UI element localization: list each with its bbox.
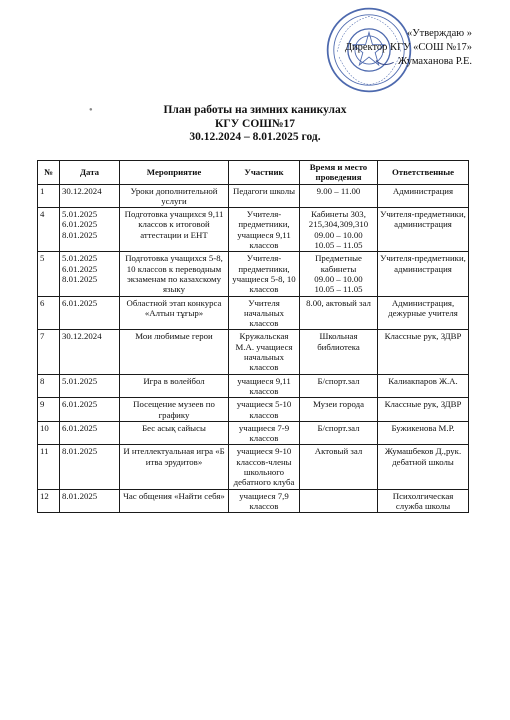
table-header-row [38,161,469,185]
cell-place: Б/спорт.зал [300,421,378,445]
cell-event: Час общения «Найти себя» [120,489,229,513]
cell-participant: учащиеся 9-10 классов-члены школьного дебатного клуба [229,445,300,489]
cell-date: 8.01.2025 [60,445,120,489]
dot-mark: ● [89,107,93,113]
cell-responsible: Учителя-предметники, администрация [378,252,469,296]
cell-event: И нтеллектуальная игра «Б итва эрудитов» [120,445,229,489]
cell-num: 9 [38,398,60,422]
header-event: Мероприятие [120,161,229,185]
cell-event: Подготовка учащихся 5-8, 10 классов к переводным экзаменам по казахскому языку [120,252,229,296]
cell-num: 1 [38,184,60,208]
title-line-2: КГУ СОШ№17 [215,117,295,130]
cell-date: 6.01.2025 [60,296,120,330]
header-responsible: Ответственные [378,161,469,185]
cell-responsible: Классные рук, ЗДВР [378,330,469,374]
cell-date: 6.01.2025 [60,421,120,445]
cell-date: 5.01.2025 [60,374,120,398]
cell-date: 5.01.2025 6.01.2025 8.01.2025 [60,252,120,296]
cell-participant: Учителя начальных классов [229,296,300,330]
cell-responsible: Учителя-предметники, администрация [378,208,469,252]
cell-event: Бес асық сайысы [120,421,229,445]
cell-place [300,489,378,513]
cell-place: Актовый зал [300,445,378,489]
table-row [38,184,469,208]
cell-place: 9.00 – 11.00 [300,184,378,208]
cell-participant: Кружальская М.А. учащиеся начальных классов [229,330,300,374]
cell-participant: учащиеся 7,9 классов [229,489,300,513]
cell-num: 8 [38,374,60,398]
cell-date: 6.01.2025 [60,398,120,422]
title-line-3: 30.12.2024 – 8.01.2025 год. [189,131,321,143]
table-row [38,330,469,374]
cell-participant: учащиеся 7-9 классов [229,421,300,445]
cell-date: 30.12.2024 [60,184,120,208]
table-row [38,252,469,296]
cell-responsible: Классные рук, ЗДВР [378,398,469,422]
approval-line-2: Директор КГУ «СОШ №17» [344,42,472,53]
cell-place: Школьная библиотека [300,330,378,374]
cell-place: Предметные кабинеты 09.00 – 10.00 10.05 – 11.05 [300,252,378,296]
cell-event: Областной этап конкурса «Алтын тұғыр» [120,296,229,330]
cell-num: 12 [38,489,60,513]
cell-participant: Учителя-предметники, учащиеся 5-8, 10 классов [229,252,300,296]
cell-place: Б/спорт.зал [300,374,378,398]
header-participant: Участник [229,161,300,185]
cell-responsible: Калиакпаров Ж.А. [378,374,469,398]
cell-place: 8.00, актовый зал [300,296,378,330]
cell-num: 6 [38,296,60,330]
cell-participant: Педагоги школы [229,184,300,208]
approval-block [272,27,472,69]
cell-event: Подготовка учащихся 9,11 классов к итоговой аттестации и ЕНТ [120,208,229,252]
cell-num: 4 [38,208,60,252]
table-row [38,296,469,330]
header-place: Время и место проведения [300,161,378,185]
cell-place: Музеи города [300,398,378,422]
document-title [0,104,510,145]
table-row [38,398,469,422]
cell-responsible: Бужикенова М.Р. [378,421,469,445]
approval-line-3: Жумаханова Р.Е. [397,56,472,67]
cell-participant: Учителя-предметники, учащиеся 9,11 классов [229,208,300,252]
table-row [38,445,469,489]
cell-responsible: Жумашбеков Д.,рук. дебатной школы [378,445,469,489]
cell-event: Уроки дополнительной услуги [120,184,229,208]
cell-participant: учащиеся 9,11 классов [229,374,300,398]
plan-table [37,160,469,513]
cell-participant: учащиеся 5-10 классов [229,398,300,422]
cell-date: 30.12.2024 [60,330,120,374]
approval-line-1: «Утверждаю » [406,28,472,39]
cell-responsible: Администрация [378,184,469,208]
title-line-1: План работы на зимних каникулах [163,104,347,116]
cell-num: 5 [38,252,60,296]
cell-event: Мои любимые герои [120,330,229,374]
cell-date: 5.01.2025 6.01.2025 8.01.2025 [60,208,120,252]
header-date: Дата [60,161,120,185]
table-row [38,208,469,252]
cell-place: Кабинеты 303, 215,304,309,310 09.00 – 10.00 10.05 – 11.05 [300,208,378,252]
cell-event: Посещение музеев по графику [120,398,229,422]
cell-num: 7 [38,330,60,374]
cell-event: Игра в волейбол [120,374,229,398]
cell-num: 10 [38,421,60,445]
table-row [38,421,469,445]
cell-responsible: Администрация, дежурные учителя [378,296,469,330]
cell-date: 8.01.2025 [60,489,120,513]
header-num: № [38,161,60,185]
table-row [38,374,469,398]
cell-num: 11 [38,445,60,489]
table-row [38,489,469,513]
cell-responsible: Психолгическая служба школы [378,489,469,513]
